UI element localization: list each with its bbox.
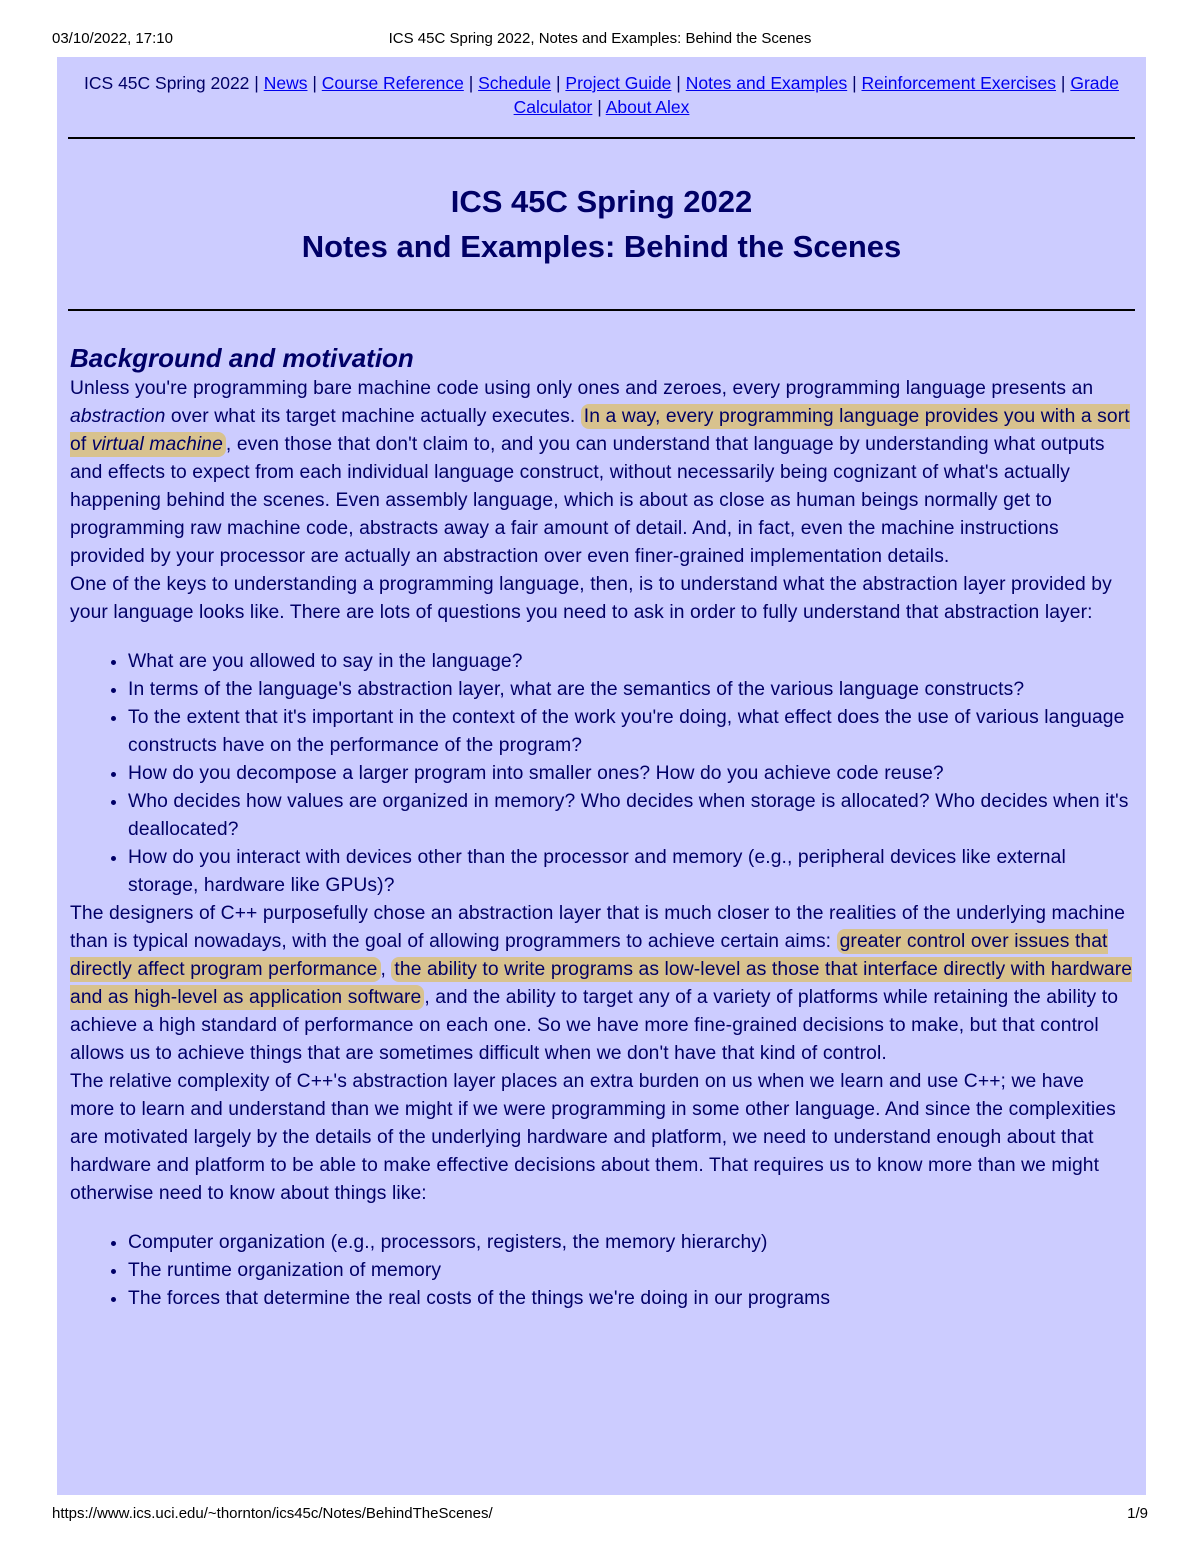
page-title bbox=[68, 179, 1135, 269]
course-navigation bbox=[68, 71, 1135, 119]
title-course: ICS 45C Spring 2022 bbox=[450, 184, 753, 219]
list-item: • What are you allowed to say in the language? bbox=[128, 648, 1133, 676]
list-item: • In terms of the language's abstraction layer, what are the semantics of the various language constructs? bbox=[128, 676, 1133, 704]
divider bbox=[68, 137, 1135, 139]
list-item: • To the extent that it's important in the context of the work you're doing, what effect does the use of various language constructs have on the performance of the program? bbox=[128, 704, 1133, 760]
nav-separator: | bbox=[468, 73, 474, 93]
divider bbox=[68, 309, 1135, 311]
list-item: • Computer organization (e.g., processors, registers, the memory hierarchy) bbox=[128, 1229, 1133, 1257]
highlight-low-high-level: the ability to write programs as low-level as those that interface directly with hardware and as high-level as application software bbox=[70, 959, 1133, 1008]
section-heading: Background and motivation bbox=[70, 343, 414, 373]
paragraph-keys: One of the keys to understanding a programming language, then, is to understand what the abstraction layer provided by your language looks like. There are lots of questions you need to ask in order to fully understand that abstraction layer: bbox=[70, 574, 1112, 623]
nav-link-project-guide[interactable]: Project Guide bbox=[565, 73, 672, 93]
text-run: , bbox=[380, 959, 392, 980]
nav-link-reinforcement-exercises[interactable]: Reinforcement Exercises bbox=[861, 73, 1057, 93]
print-datetime: 03/10/2022, 17:10 bbox=[52, 30, 173, 47]
emphasis-virtual-machine: virtual machine bbox=[91, 434, 223, 455]
article-body bbox=[70, 375, 1133, 1313]
nav-link-grade-calculator[interactable]: Grade Calculator bbox=[513, 73, 1119, 117]
list-item: • Who decides how values are organized in memory? Who decides when storage is allocated? Who decides when it's deallocated? bbox=[128, 788, 1133, 844]
nav-separator: | bbox=[1060, 73, 1066, 93]
nav-separator: | bbox=[852, 73, 857, 93]
paragraph-designers bbox=[70, 900, 1133, 1068]
print-footer bbox=[52, 1505, 1148, 1525]
nav-separator: | bbox=[555, 73, 561, 93]
nav-course-label: ICS 45C Spring 2022 bbox=[84, 73, 250, 93]
nav-separator: | bbox=[597, 97, 602, 117]
paragraph-complexity: The relative complexity of C++'s abstraction layer places an extra burden on us when we learn and use C++; we have more to learn and understand than we might if we were programming in some other language. And since the complexities are motivated largely by the details of the underlying hardware and platform, we need to understand enough about that hardware and platform to be able to make effective decisions about them. That requires us to know more than we might otherwise need to know about things like: bbox=[70, 1071, 1116, 1204]
nav-separator: | bbox=[254, 73, 259, 93]
highlight-text: In a way, every programming language provides you with a sort of bbox=[70, 406, 1130, 455]
nav-separator: | bbox=[312, 73, 317, 93]
nav-link-about-alex[interactable]: About Alex bbox=[605, 97, 690, 117]
topics-list bbox=[70, 1229, 1133, 1313]
nav-link-schedule[interactable]: Schedule bbox=[478, 73, 552, 93]
text-run: , and the ability to target any of a variety of platforms while retaining the ability to achieve a high standard of performance on each one. So we have more fine-grained decisions to make, but that control allows us to achieve things that are sometimes difficult when we don't have that kind of control. bbox=[70, 987, 1119, 1064]
print-header bbox=[52, 30, 1148, 50]
nav-link-news[interactable]: News bbox=[263, 73, 308, 93]
print-url: https://www.ics.uci.edu/~thornton/ics45c/Notes/BehindTheScenes/ bbox=[52, 1505, 493, 1522]
nav-link-notes-and-examples[interactable]: Notes and Examples bbox=[685, 73, 848, 93]
page-content bbox=[57, 57, 1146, 1495]
nav-link-course-reference[interactable]: Course Reference bbox=[321, 73, 464, 93]
print-page-number: 1/9 bbox=[1127, 1505, 1148, 1522]
text-run: The designers of C++ purposefully chose an abstraction layer that is much closer to the realities of the underlying machine than is typical nowadays, with the goal of allowing programmers to achieve certain aims: bbox=[70, 903, 1126, 952]
text-run: , even those that don't claim to, and you can understand that language by understanding what outputs and effects to expect from each individual language construct, without necessarily being cognizant of what's actually happening behind the scenes. Even assembly language, which is about as close as human beings normally get to programming raw machine code, abstracts away a fair amount of detail. And, in fact, even the machine instructions provided by your processor are actually an abstraction over even finer-grained implementation details. bbox=[70, 434, 1105, 567]
list-item: • The runtime organization of memory bbox=[128, 1257, 1133, 1285]
text-run: Unless you're programming bare machine code using only ones and zeroes, every programming language presents an bbox=[70, 378, 1094, 399]
print-page-title: ICS 45C Spring 2022, Notes and Examples: Behind the Scenes bbox=[388, 30, 812, 47]
emphasis-abstraction: abstraction bbox=[70, 406, 166, 427]
list-item: • How do you interact with devices other than the processor and memory (e.g., peripheral devices like external storage, hardware like GPUs)? bbox=[128, 844, 1133, 900]
list-item: • The forces that determine the real costs of the things we're doing in our programs bbox=[128, 1285, 1133, 1313]
paragraph-abstraction bbox=[70, 375, 1133, 571]
highlight-control: greater control over issues that directly affect program performance bbox=[70, 931, 1108, 980]
questions-list bbox=[70, 648, 1133, 900]
list-item: • How do you decompose a larger program into smaller ones? How do you achieve code reuse? bbox=[128, 760, 1133, 788]
text-run: over what its target machine actually executes. bbox=[165, 406, 581, 427]
title-notes: Notes and Examples: Behind the Scenes bbox=[301, 229, 902, 264]
nav-separator: | bbox=[676, 73, 681, 93]
